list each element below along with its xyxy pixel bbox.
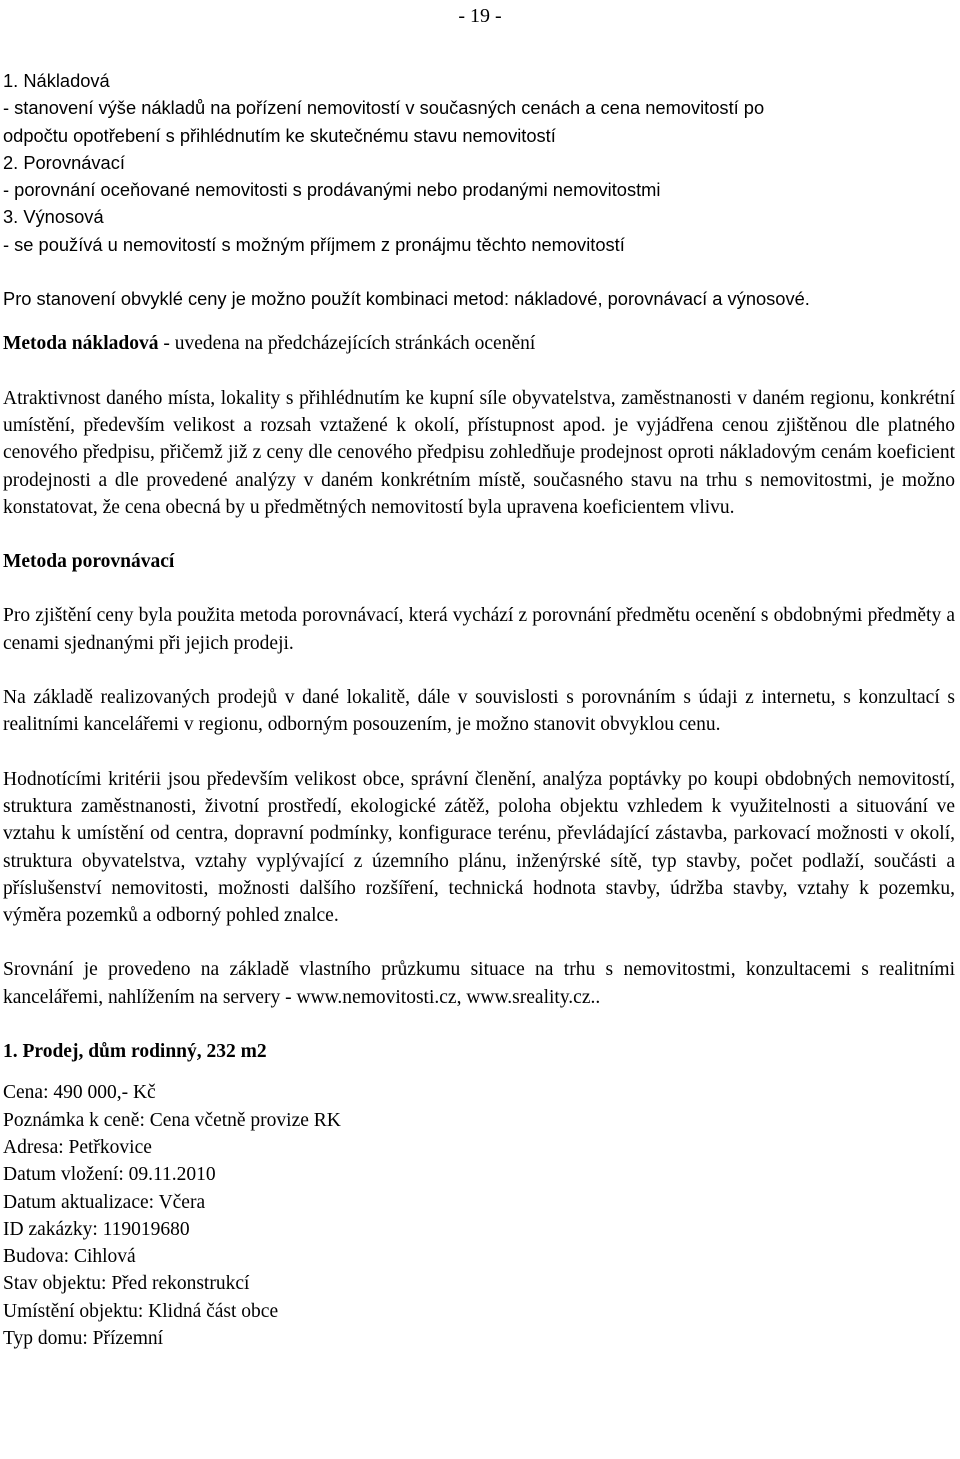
listing-field-condition: Stav objektu: Před rekonstrukcí <box>3 1273 250 1295</box>
listing-field-order-id: ID zakázky: 119019680 <box>3 1218 190 1240</box>
method-item-1-desc-cont: odpočtu opotřebení s přihlédnutím ke skutečnému stavu nemovitostí <box>3 124 556 146</box>
listing-field-date-added: Datum vložení: 09.11.2010 <box>3 1164 216 1186</box>
cost-method-note: - uvedena na předcházejících stránkách ocenění <box>158 333 536 355</box>
listing-field-building: Budova: Cihlová <box>3 1246 136 1268</box>
listing-heading: 1. Prodej, dům rodinný, 232 m2 <box>3 1041 267 1063</box>
comparison-paragraph-2: Na základě realizovaných prodejů v dané lokalitě, dále v souvislosti s porovnáním s údaji z internetu, s konzultací s realitními kancelářemi v regionu, odborným posouzením, je možno stanovit obvyklou cenu. <box>3 687 955 736</box>
listing-fields <box>3 1079 955 1352</box>
listing-field-address: Adresa: Petřkovice <box>3 1136 152 1158</box>
comparison-method-heading: Metoda porovnávací <box>3 551 175 573</box>
method-item-3-desc: - se používá u nemovitostí s možným příjmem z pronájmu těchto nemovitostí <box>3 233 625 255</box>
cost-method-heading-line <box>3 330 955 357</box>
method-item-1-title: 1. Nákladová <box>3 70 110 91</box>
combination-text: Pro stanovení obvyklé ceny je možno použít kombinaci metod: nákladové, porovnávací a výnosové. <box>3 288 810 310</box>
comparison-paragraph-1: Pro zjištění ceny byla použita metoda porovnávací, která vychází z porovnání předmětu ocenění s obdobnými předměty a cenami sjednanými při jejich prodeji. <box>3 605 955 654</box>
document-page <box>3 0 955 1352</box>
method-item-1-desc: - stanovení výše nákladů na pořízení nemovitostí v současných cenách a cena nemovitostí po <box>3 97 765 119</box>
listing-field-house-type: Typ domu: Přízemní <box>3 1327 164 1349</box>
comparison-paragraph-3: Hodnotícími kritérii jsou především velikost obce, správní členění, analýza poptávky po koupi obdobných nemovitostí, struktura zaměstnanosti, životní prostředí, ekologické zátěž, poloha objektu vzhledem k využitelnosti a situování ve vztahu k umístění od centra, dopravní podmínky, konfigurace terénu, převládající zástavba, parkovací možnosti v okolí, struktura obyvatelstva, vztahy vyplývající z územního plánu, inženýrské sítě, typ stavby, počet podlaží, součásti a příslušenství nemovitosti, možnosti dalšího rozšíření, technická hodnota stavby, údržba stavby, vztahy k pozemku, výměra pozemků a odborný pohled znalce. <box>3 768 955 927</box>
comparison-paragraph-4: Srovnání je provedeno na základě vlastního průzkumu situace na trhu s nemovitostmi, konzultacemi s realitními kancelářemi, nahlížením na servery - www.nemovitosti.cz, www.sreality.cz.. <box>3 959 955 1008</box>
listing-field-price-note: Poznámka k ceně: Cena včetně provize RK <box>3 1109 341 1131</box>
methods-list <box>3 67 955 258</box>
cost-method-paragraph: Atraktivnost daného místa, lokality s přihlédnutím ke kupní síle obyvatelstva, zaměstnanosti v daném regionu, konkrétní umístění, především velikost a rozsah vztažené k okolí, přístupnost apod. je vyjádřena cenou zjištěnou dle platného cenového předpisu, přičemž již z ceny dle cenového předpisu zohledňuje prodejnost oproti nákladovým cenám koeficient prodejnosti a dle provedené analýzy v daném konkrétním místě, současného stavu na trhu s nemovitostmi, je možno konstatovat, že cena obecná by u předmětných nemovitostí byla upravena koeficientem vlivu. <box>3 387 955 518</box>
method-item-2-desc: - porovnání oceňované nemovitosti s prodávanými nebo prodanými nemovitostmi <box>3 179 661 201</box>
method-item-2-title: 2. Porovnávací <box>3 151 125 173</box>
listing-field-location: Umístění objektu: Klidná část obce <box>3 1300 279 1322</box>
listing-field-date-updated: Datum aktualizace: Včera <box>3 1191 206 1213</box>
listing-field-price: Cena: 490 000,- Kč <box>3 1082 156 1104</box>
cost-method-heading: Metoda nákladová <box>3 333 159 355</box>
method-item-3-title: 3. Výnosová <box>3 206 104 228</box>
page-number: - 19 - <box>458 5 502 27</box>
